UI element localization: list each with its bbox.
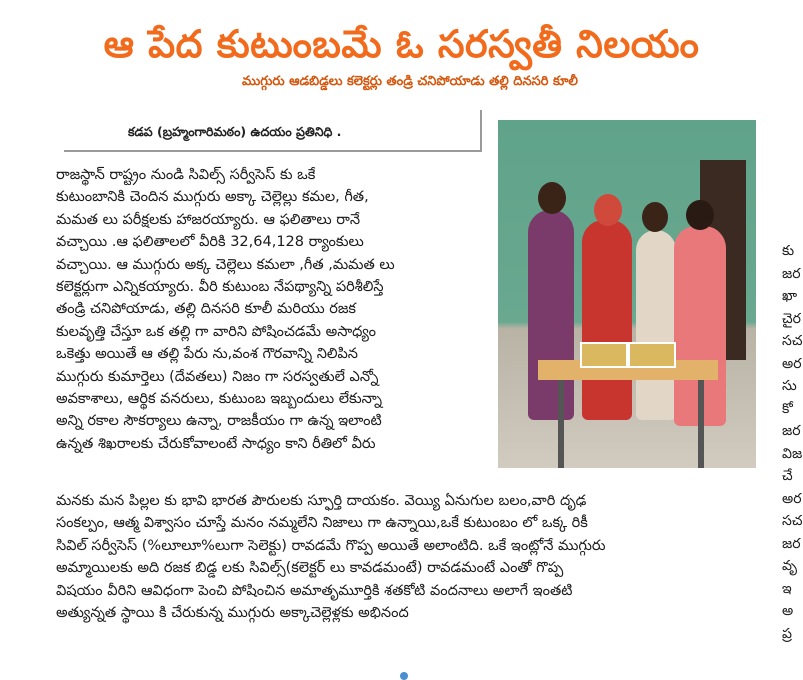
clipped-line: సు: [782, 378, 797, 394]
body-line: సివిల్ సర్వీసెస్ (%లూలూ%లుగా సెలెక్టు) రావడమే గొప్ప అయితే అలాంటిది. ఒకే ఇంట్లోనే ముగ్గురు: [56, 537, 606, 554]
photo-table-leg: [558, 380, 564, 468]
clipped-line: కు: [782, 243, 795, 259]
adjacent-column-clipped: [782, 240, 803, 679]
photo-head-3: [642, 202, 668, 232]
article-body-wide: [56, 490, 756, 624]
clipped-line: జర: [782, 535, 801, 552]
body-line: వచ్చాయి .ఆ ఫలితాలలో వీరికి 32,64,128 ర్యాంకులు: [56, 234, 364, 251]
clipped-line: అ: [782, 603, 794, 619]
body-line: వచ్చాయి. ఆ ముగ్గురు అక్క చెల్లెలు కమలా ,గీత ,మమత లు: [56, 256, 395, 273]
body-line: అవకాశాలు, ఆర్థిక వనరులు, కుటుంబ ఇబ్బందులు లేకున్నా: [56, 390, 382, 407]
body-line: సంకల్పం, ఆత్మ విశ్వాసం చూస్తే మనం నమ్మలేని నిజాలు గా ఉన్నాయి,ఒకే కుటుంబం లో ఒక్క రికీ: [56, 515, 588, 532]
photo-person-2: [582, 220, 632, 420]
clipped-line: వృ: [782, 558, 797, 574]
clipped-line: విజ: [782, 445, 803, 462]
byline: కడప (బ్రహ్మంగారిమఠం) ఉదయం ప్రతినిధి .: [128, 124, 342, 139]
photo-sweet-box: [580, 342, 628, 368]
photo-person-3: [636, 230, 676, 420]
article-photo: [498, 120, 756, 468]
clipped-line: జర: [782, 423, 801, 439]
article-body-narrow: [56, 164, 486, 455]
photo-sweet-box: [628, 342, 676, 368]
clipped-line: సచ: [782, 513, 803, 529]
clipped-line: ఖా: [782, 288, 798, 304]
photo-head-1: [538, 182, 566, 214]
body-line: అమ్మాయిలకు అది రజక బిడ్డ లకు సివిల్స్(కలెక్టర్ లు కావడమంటే) రావడమంటే ఎంతో గొప్ప: [56, 560, 564, 577]
clipped-line: అర: [782, 490, 802, 507]
clipped-line: అర: [782, 355, 802, 372]
photo-person-1: [528, 210, 574, 420]
clipped-line: ప్ర: [782, 625, 792, 642]
body-line: ముగ్గురు కుమార్తెలు (దేవతలు) నిజం గా సరస్వతులే ఎన్నో: [56, 368, 379, 385]
photo-head-2: [594, 194, 622, 226]
clipped-line: జర: [782, 265, 801, 282]
body-line: విషయం వీరిని ఆవిధంగా పెంచి పోషించిన అమాతృమూర్తికి శతకోటి వందనాలు అలాగే ఇంతటి: [56, 582, 573, 599]
body-line: ఉన్నత శిఖరాలకు చేరుకోవాలంటే సాధ్యం కాని రీతిలో వీరు: [56, 435, 376, 452]
body-line: కుటుంబానికి చెందిన ముగ్గురు అక్కా చెల్లెల్లు కమల, గీత,: [56, 189, 369, 206]
subheadline: ముగ్గురు ఆడబిడ్డలు కలెక్టర్లు తండ్రి చనిపోయాడు తల్లి దినసరి కూలీ: [242, 74, 578, 89]
clipped-line: కో: [782, 400, 793, 417]
clipped-line: సచ: [782, 333, 803, 349]
body-line: అన్ని రకాల సౌకర్యాలు ఉన్నా, రాజకీయం గా ఉన్న ఇలాంటి: [56, 413, 382, 430]
body-line: కులవృత్తి చేస్తూ ఒక తల్లి గా వారిని పోషించడమే అసాధ్యం: [56, 323, 376, 340]
clipped-line: ఇ: [782, 580, 792, 597]
photo-table-leg: [698, 380, 704, 468]
clipped-line: చైర: [782, 310, 801, 327]
body-line: మమత లు పరీక్షలకు హాజరయ్యారు. ఆ ఫలితాలు రానే: [56, 211, 361, 228]
body-line: తండ్రి చనిపోయాడు, తల్లి దినసరి కూలీ మరియు రజక: [56, 301, 356, 318]
headline: ఆ పేద కుటుంబమే ఓ సరస్వతీ నిలయం: [103, 22, 700, 66]
body-line: కలెక్టర్లుగా ఎన్నికయ్యారు. వీరి కుటుంబ నేపథ్యాన్ని పరిశీలిస్తే: [56, 278, 384, 295]
body-line: రాజస్థాన్ రాష్ట్రం నుండి సివిల్స్ సర్వీసెస్ కు ఒకే: [56, 167, 316, 183]
clipped-line: చే: [782, 468, 793, 484]
body-line: ఒకెత్తు అయితే ఆ తల్లి పేరు ను,వంశ గౌరవాన్ని నిలిపిన: [56, 346, 358, 363]
body-line: మనకు మన పిల్లల కు భావి భారత పౌరులకు స్ఫూర్తి దాయకం. వెయ్యి ఏనుగుల బలం,వారి దృఢ: [56, 493, 587, 509]
photo-head-4: [686, 200, 714, 230]
body-line: అత్యున్నత స్థాయి కి చేరుకున్న ముగ్గురు అక్కాచెల్లెళ్లకు అభినంద: [56, 604, 409, 621]
